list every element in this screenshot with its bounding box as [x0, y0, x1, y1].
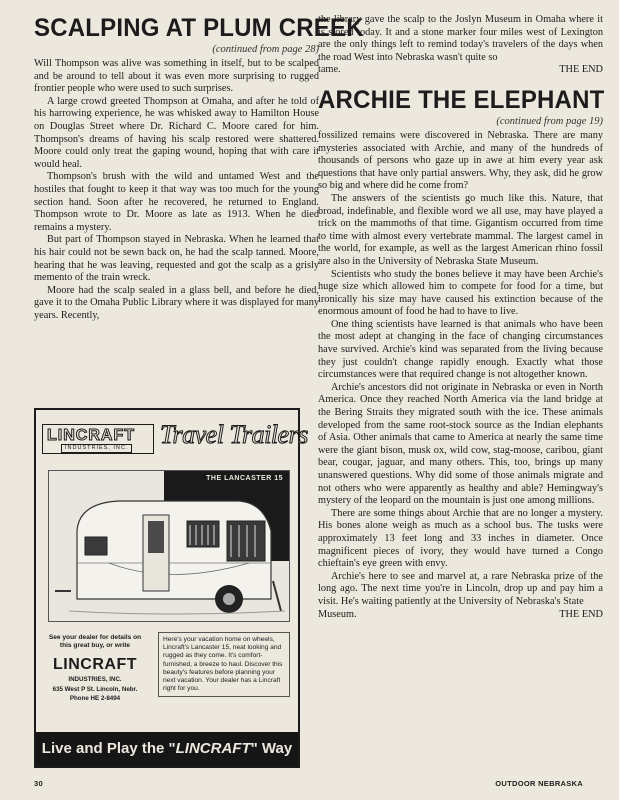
dealer-note: See your dealer for details on this great buy, or write [48, 634, 142, 649]
continued-note: (continued from page 19) [496, 115, 603, 127]
lincraft-logo [42, 424, 154, 454]
article-headline-scalping: SCALPING AT PLUM CREEK [34, 14, 364, 43]
ad-phone: Phone HE 2-8494 [69, 695, 121, 702]
carryover-last-word: tame. [318, 64, 341, 76]
paragraph: A large crowd greeted Thompson at Omaha, and after he told of his harrowing experience, he was whisked away to Hamilton House on Douglas Street where Dr. Richard C. Moore cared for him. Thompson's dreams of having his scalp restored were shattered. Moore could only treat the gaping wound, hoping that with care it would heal. [34, 95, 319, 170]
paragraph: But part of Thompson stayed in Nebraska. When he learned that his hair could not be sewn back on, he had the scalp tanned. Moore, hearing that he was leaving, requested and got the scalp as a grisly memento of the train wreck. [34, 234, 319, 284]
continued-note: (continued from page 28) [212, 44, 319, 55]
slogan-prefix: Live and Play the " [41, 740, 176, 757]
left-column [34, 14, 364, 322]
paragraph: Archie's ancestors did not originate in Nebraska or even in North America. Once they reached North America via the land bridge at the Bering Straits they migrated south with the ice. These animals developed from the same root-stock source as the Indian elephants of Asia. Other animals that came to America at nearly the same time were the giant bison, musk ox, wild cow, stag-moose, caribou, giant bear, cougar, jaguar, and many others. This, too, brings up many unanswered questions. Why did some of those animals migrate and not others who were apparently as healthy and able? Hemingway's mystery of the leopard on the mountain is just one among millions. [318, 381, 603, 507]
ad-contact-block [44, 634, 146, 703]
paragraph: One thing scientists have learned is that animals who have been the most adept at changing in the face of changing circumstances have survived. Archie's kind was separated from the living because they just couldn't change rapidly enough. Exactly what those circumstances were that required change is not altogether known. [318, 318, 603, 381]
ad-header [42, 420, 308, 454]
the-end-marker: THE END [559, 64, 603, 76]
lincraft-advertisement [34, 408, 308, 768]
paragraph: Thompson's brush with the wild and untamed West and the hostiles that fought to keep it that way was too much for the young section hand. Soon after he recovered, he returned to England. Thompson wrote to Dr. Moore as late as 1913. When he died remains a mystery. [34, 171, 319, 233]
article-end-line [318, 609, 603, 622]
article-headline-archie: ARCHIE THE ELEPHANT [318, 85, 605, 115]
page-number: 30 [34, 779, 43, 788]
paragraph: Will Thompson was alive was something in itself, but to be scalped and be around to tell about it was even more surprising to rugged frontier people who were used to such surprises. [34, 58, 319, 95]
trailer-photo [48, 470, 290, 622]
logo-subtitle: INDUSTRIES, INC. [61, 444, 132, 453]
last-word: Museum. [318, 608, 357, 620]
paragraph: There are some things about Archie that are no longer a mystery. His bones alone weigh as much as a school bus. The tusks were approximately 13 feet long and 33 inches in diameter. Once magnificent pieces of ivory, they would have turned a Congo chieftain's eye green with envy. [318, 507, 603, 570]
ad-brand-name: LINCRAFT [53, 656, 137, 673]
trailer-model-label: THE LANCASTER 15 [206, 475, 283, 482]
carryover-paragraph: the library gave the scalp to the Joslyn Museum in Omaha where it is stored today. It and a stone marker four miles west of Lexington are the only things left to remind today's travelers of the days when the road West into Nebraska wasn't quite so [318, 14, 603, 63]
paragraph: The answers of the scientists go much like this. Nature, that broad, indefinable, and flexible word we all use, may have played a trick on the mammoths of that time. Gigantism occurred from time to time with almost every vertebrate mammal. The largest camel in the world, for example, as well as the largest American rhino fossil are also in the University of Nebraska State Museum. [318, 192, 603, 267]
paragraph: Scientists who study the bones believe it may have been Archie's huge size which allowed him to compete for food for a time, but ironically his size may have caused his extinction because of the enormous amount of food he had to have to live. [318, 268, 603, 318]
paragraph: fossilized remains were discovered in Nebraska. There are many mysteries associated with Archie, and many of the hundreds of thousands of persons who gaze up in awe at him every year ask questions that have only partial answers. Why, they ask, did he grow so big and where did he come from? [318, 129, 603, 192]
ad-brand-subtitle: INDUSTRIES, INC. [68, 676, 122, 683]
carryover-end-line [318, 64, 603, 77]
right-column [318, 14, 603, 621]
ad-address: 635 West P St. Lincoln, Nebr. [52, 685, 138, 693]
paragraph: Moore had the scalp sealed in a glass bell, and before he died, gave it to the Omaha Public Library where it was displayed for many years. Recently, [34, 284, 319, 321]
ad-description: Here's your vacation home on wheels, Lincraft's Lancaster 15, neat looking and rugged as they come. It's comfort-furnished, a breeze to haul. Discover this beauty's features before planning your next vacation. Your dealer has a Lincraft right for you. [158, 632, 290, 697]
ad-script-title: Travel Trailers [160, 420, 308, 449]
trailer-illustration [49, 471, 289, 621]
slogan-brand: LINCRAFT [175, 740, 251, 757]
ad-slogan-banner [36, 732, 298, 766]
magazine-name: OUTDOOR NEBRASKA [495, 779, 583, 788]
paragraph: Archie's here to see and marvel at, a rare Nebraska prize of the long ago. The next time you're in Lincoln, drop up and pay him a visit. He's waiting patiently at the University of Nebraska's State [318, 570, 603, 607]
logo-text: LINCRAFT [47, 427, 135, 444]
the-end-marker: THE END [559, 608, 603, 620]
slogan-suffix: " Way [250, 740, 293, 757]
